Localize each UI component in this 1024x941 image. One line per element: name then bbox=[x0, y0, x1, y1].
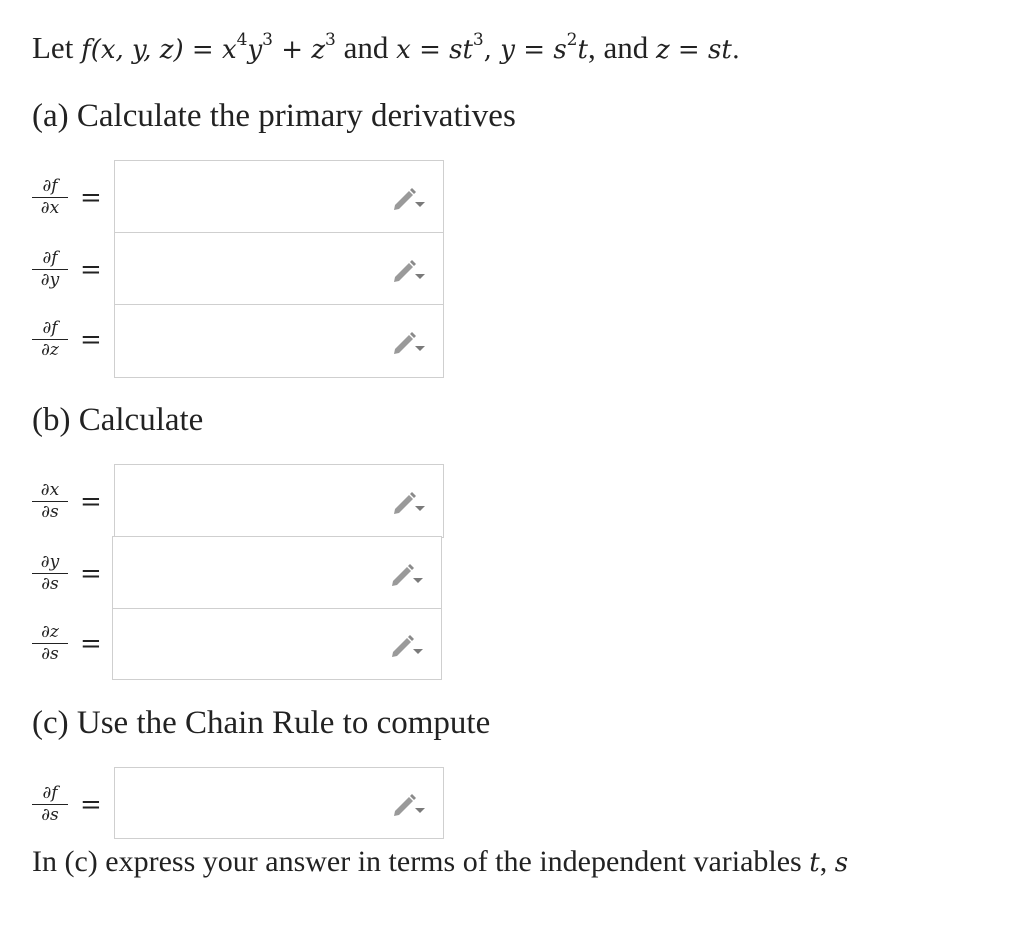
answer-box-df-ds[interactable] bbox=[114, 767, 444, 839]
equals-sign: = bbox=[80, 255, 102, 285]
part-b-heading: (b) Calculate bbox=[32, 402, 204, 438]
equals-sign: = bbox=[80, 487, 102, 517]
equals-sign: = bbox=[80, 559, 102, 589]
problem-statement: Let f(x, y, $z) = x^4y^3 + z^3$ and $x = st^3$, $y = s^2t$, and z = st. bbox=[32, 30, 741, 65]
fraction-dz-ds: $\frac{\partial z}{\partial s}$ bbox=[32, 623, 68, 664]
pencil-dropdown-icon[interactable] bbox=[391, 329, 425, 355]
part-a-heading: (a) Calculate the primary derivatives bbox=[32, 98, 516, 134]
equals-sign: = bbox=[80, 790, 102, 820]
answer-box-df-dy[interactable] bbox=[114, 232, 444, 306]
fraction-df-dy: $\frac{\partial f}{\partial y}$ bbox=[32, 249, 68, 290]
pencil-dropdown-icon[interactable] bbox=[389, 561, 423, 587]
fraction-df-dz: $\frac{\partial f}{\partial z}$ bbox=[32, 319, 68, 360]
answer-box-df-dz[interactable] bbox=[114, 304, 444, 378]
fraction-df-ds: $\frac{\partial f}{\partial s}$ bbox=[32, 784, 68, 825]
pencil-dropdown-icon[interactable] bbox=[391, 257, 425, 283]
fraction-df-dx: $\frac{\partial f}{\partial x}$ bbox=[32, 177, 68, 218]
fraction-dx-ds: $\frac{\partial x}{\partial s}$ bbox=[32, 481, 68, 522]
equals-sign: = bbox=[80, 629, 102, 659]
pencil-dropdown-icon[interactable] bbox=[389, 632, 423, 658]
part-c-heading: (c) Use the Chain Rule to compute bbox=[32, 705, 491, 741]
pencil-dropdown-icon[interactable] bbox=[391, 489, 425, 515]
equals-sign: = bbox=[80, 183, 102, 213]
answer-box-df-dx[interactable] bbox=[114, 160, 444, 234]
answer-box-dy-ds[interactable] bbox=[112, 536, 442, 610]
answer-box-dz-ds[interactable] bbox=[112, 608, 442, 680]
answer-box-dx-ds[interactable] bbox=[114, 464, 444, 538]
instruction-hint: In (c) express your answer in terms of the independent variables t, s bbox=[32, 845, 849, 878]
equals-sign: = bbox=[80, 325, 102, 355]
pencil-dropdown-icon[interactable] bbox=[391, 791, 425, 817]
pencil-dropdown-icon[interactable] bbox=[391, 185, 425, 211]
fraction-dy-ds: $\frac{\partial y}{\partial s}$ bbox=[32, 553, 68, 594]
